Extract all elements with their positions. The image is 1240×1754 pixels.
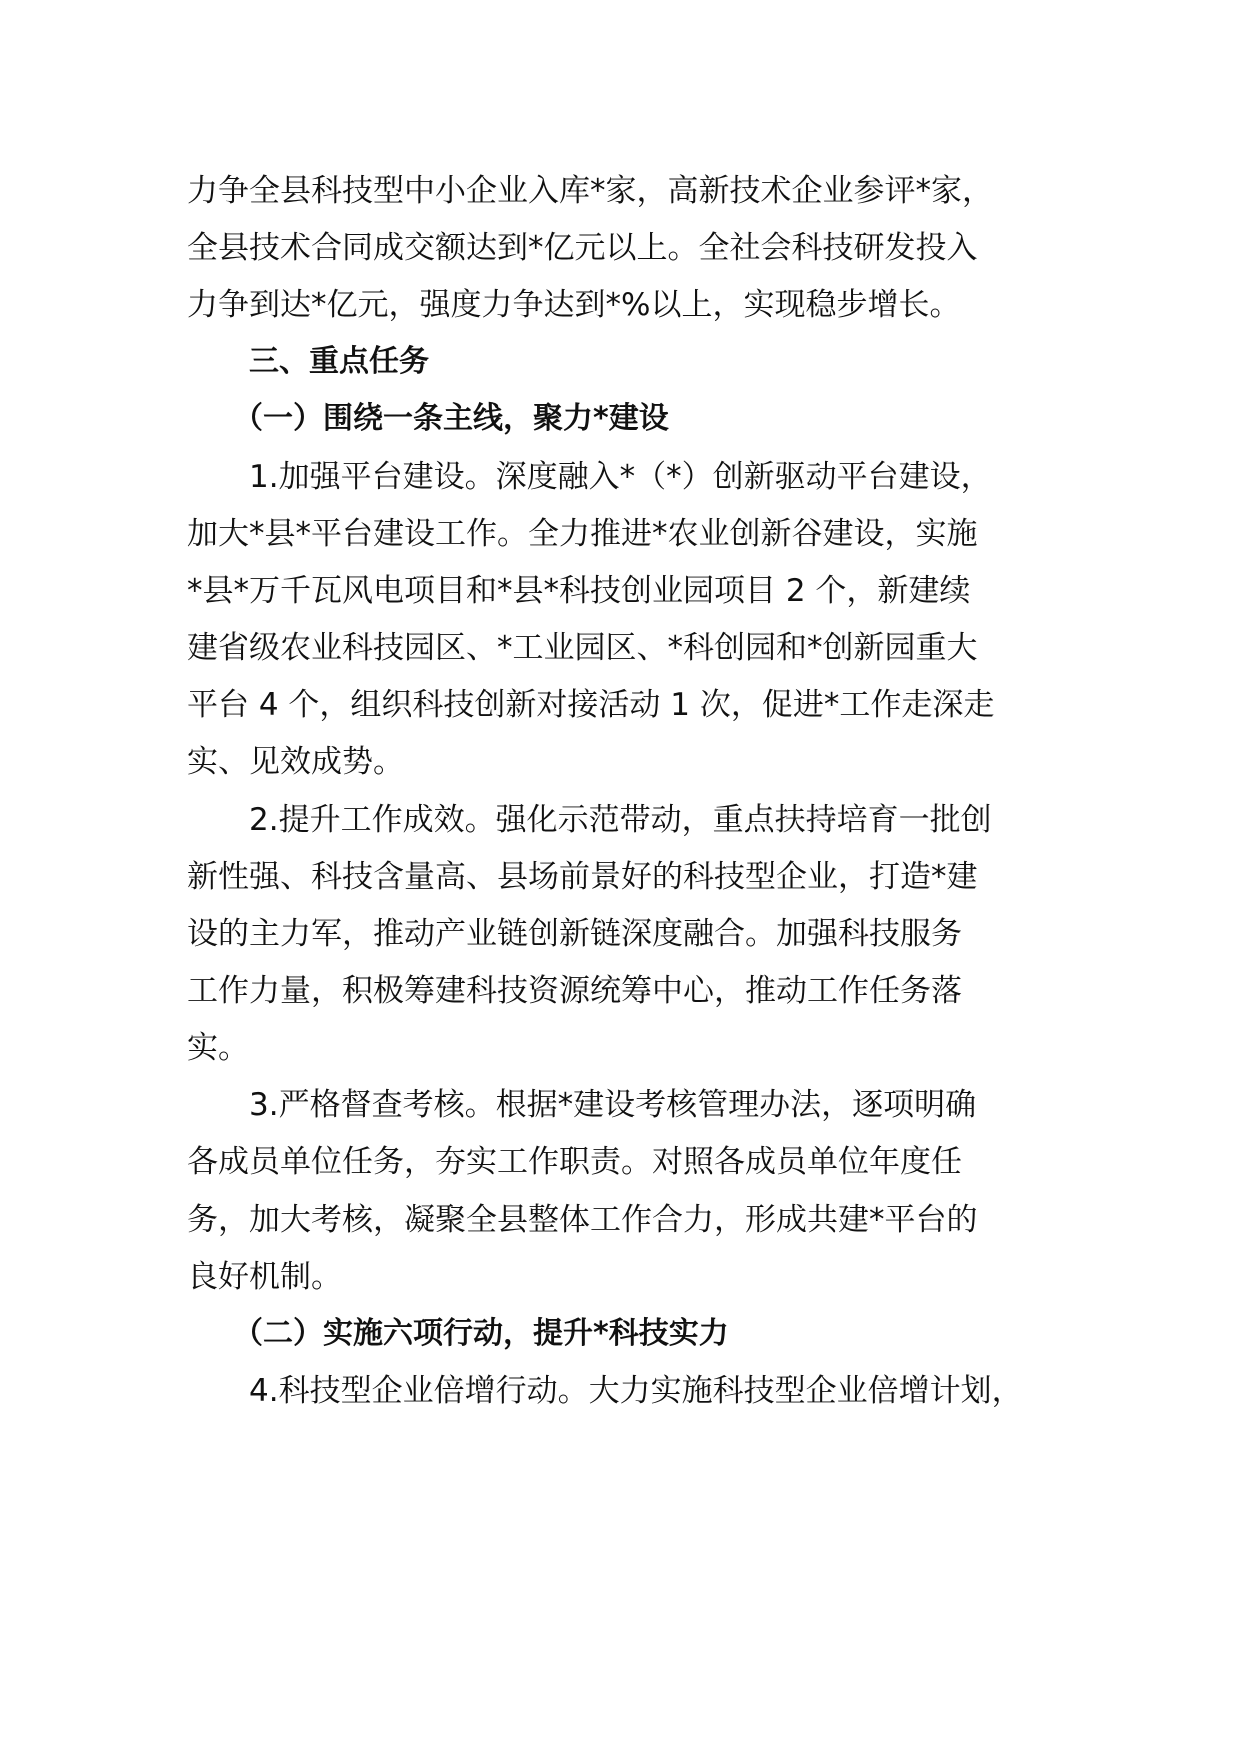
- body-text-line: 力争到达*亿元，强度力争达到*%以上，实现稳步增长。: [187, 287, 961, 323]
- body-text-line: 建省级农业科技园区、*工业园区、*科创园和*创新园重大: [187, 630, 978, 666]
- body-text-line: 各成员单位任务，夯实工作职责。对照各成员单位年度任: [187, 1144, 962, 1180]
- body-text-line: 实、见效成势。: [187, 744, 404, 780]
- body-text-line: 实。: [187, 1030, 249, 1066]
- body-text-line: 4.科技型企业倍增行动。大力实施科技型企业倍增计划，: [249, 1373, 1023, 1409]
- body-text-line: 工作力量，积极筹建科技资源统筹中心，推动工作任务落: [187, 973, 962, 1009]
- section-heading: 三、重点任务: [249, 344, 429, 379]
- body-text-line: 加大*县*平台建设工作。全力推进*农业创新谷建设，实施: [187, 516, 978, 552]
- body-text-line: *县*万千瓦风电项目和*县*科技创业园项目 2 个，新建续: [187, 573, 971, 609]
- body-text-line: 良好机制。: [187, 1259, 342, 1295]
- body-text-line: 新性强、科技含量高、县场前景好的科技型企业，打造*建: [187, 859, 978, 895]
- subsection-heading: （二）实施六项行动，提升*科技实力: [233, 1316, 729, 1351]
- body-text-line: 全县技术合同成交额达到*亿元以上。全社会科技研发投入: [187, 230, 978, 266]
- body-text-line: 1.加强平台建设。深度融入*（*）创新驱动平台建设，: [249, 459, 992, 495]
- body-text-line: 力争全县科技型中小企业入库*家，高新技术企业参评*家，: [187, 173, 993, 209]
- body-text-line: 2.提升工作成效。强化示范带动，重点扶持培育一批创: [249, 802, 992, 838]
- subsection-heading: （一）围绕一条主线，聚力*建设: [233, 401, 669, 436]
- body-text-line: 务，加大考核，凝聚全县整体工作合力，形成共建*平台的: [187, 1202, 978, 1238]
- body-text-line: 3.严格督查考核。根据*建设考核管理办法，逐项明确: [249, 1087, 977, 1123]
- body-text-line: 设的主力军，推动产业链创新链深度融合。加强科技服务: [187, 916, 962, 952]
- body-text-line: 平台 4 个，组织科技创新对接活动 1 次，促进*工作走深走: [187, 687, 995, 723]
